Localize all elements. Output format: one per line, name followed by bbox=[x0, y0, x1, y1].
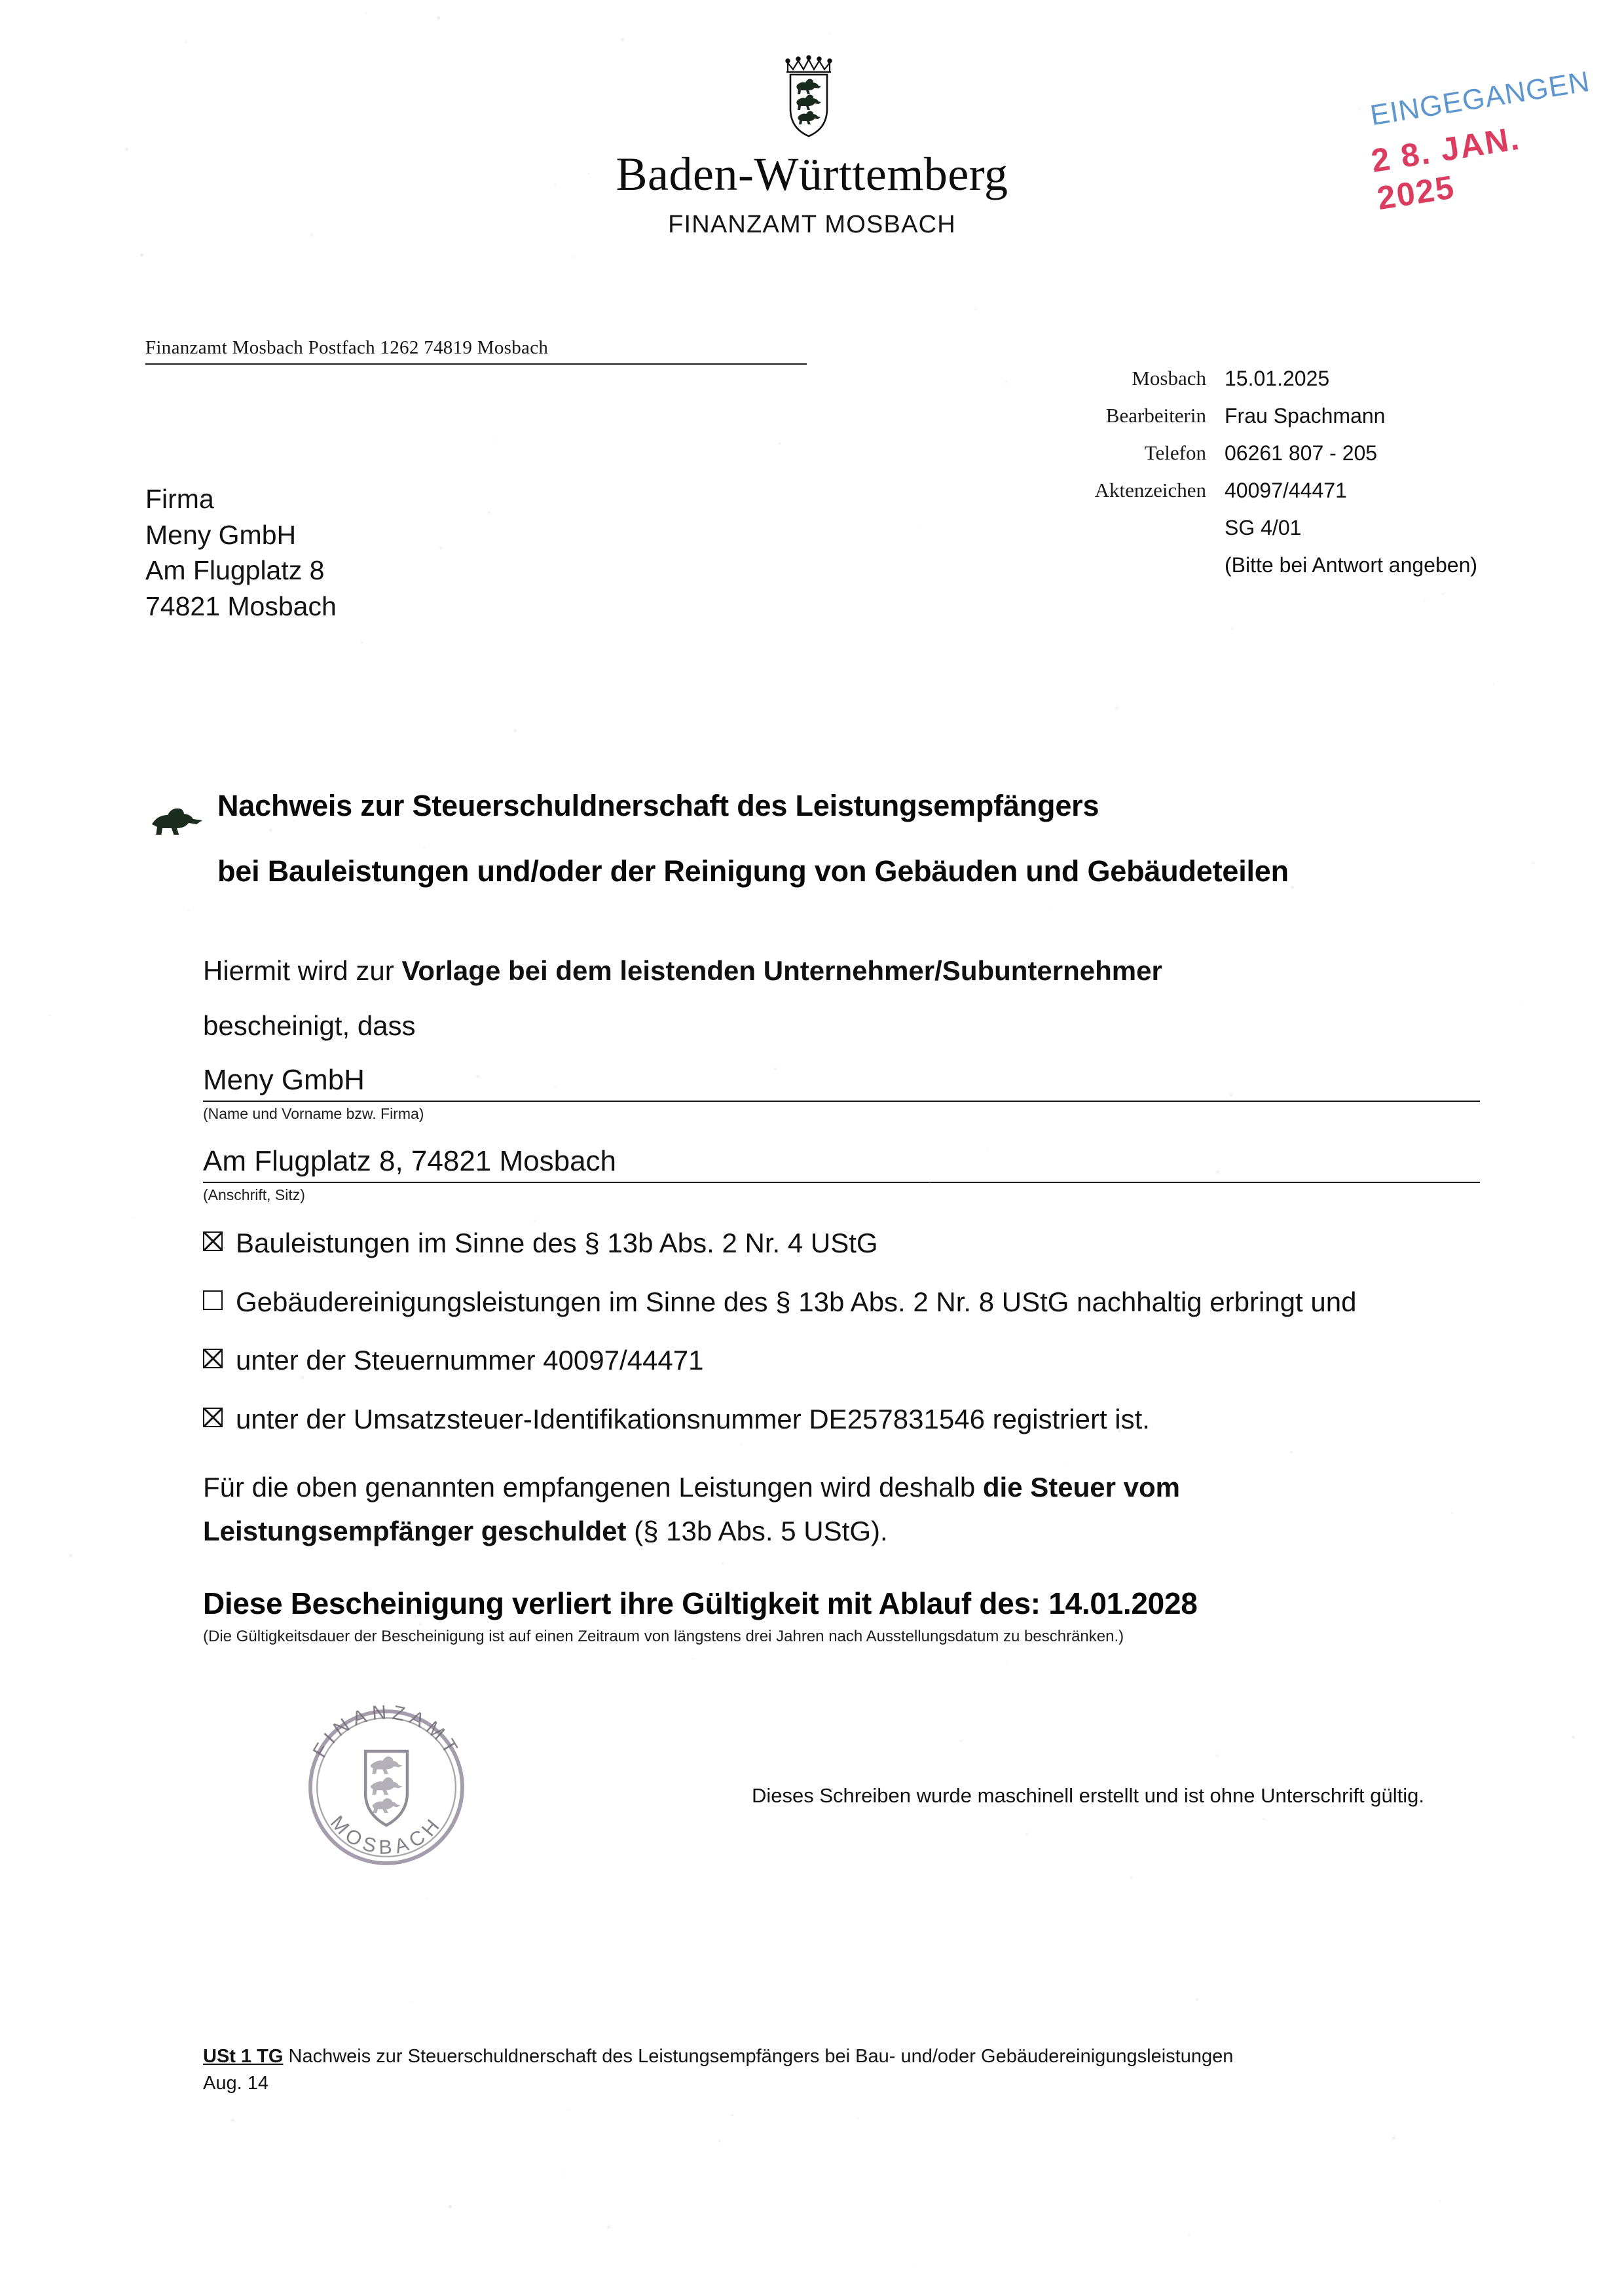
contact-value: SG 4/01 bbox=[1225, 516, 1302, 539]
contact-label: Telefon bbox=[1144, 441, 1206, 464]
checkbox-steuernummer[interactable] bbox=[203, 1349, 223, 1368]
checklist-item-label: Gebäudereinigungsleistungen im Sinne des § 13b Abs. 2 Nr. 8 UStG nachhaltig erbringt und bbox=[236, 1286, 1357, 1317]
contact-label bbox=[1008, 516, 1225, 540]
address-field-caption: (Anschrift, Sitz) bbox=[203, 1186, 305, 1204]
contact-label bbox=[1008, 553, 1225, 577]
svg-text:MOSBACH: MOSBACH bbox=[325, 1811, 447, 1859]
checkbox-ust-id[interactable] bbox=[203, 1408, 223, 1427]
name-field bbox=[203, 1064, 1480, 1123]
contact-row bbox=[1008, 441, 1493, 465]
contact-value: 06261 807 - 205 bbox=[1225, 441, 1378, 465]
recipient-line-3: Am Flugplatz 8 bbox=[145, 555, 325, 586]
name-field-caption: (Name und Vorname bzw. Firma) bbox=[203, 1105, 424, 1123]
letterhead bbox=[0, 52, 1624, 239]
checklist-item-label: unter der Steuernummer 40097/44471 bbox=[236, 1345, 704, 1376]
recipient-line-4: 74821 Mosbach bbox=[145, 591, 337, 621]
document-body bbox=[203, 949, 1486, 1646]
name-field-value: Meny GmbH bbox=[203, 1064, 1480, 1102]
round-office-stamp bbox=[291, 1692, 481, 1882]
contact-value: 15.01.2025 bbox=[1225, 367, 1330, 390]
address-field bbox=[203, 1145, 1480, 1204]
checkbox-bauleistungen[interactable] bbox=[203, 1231, 223, 1251]
liability-prefix: Für die oben genannten empfangenen Leistungen wird deshalb bbox=[203, 1471, 983, 1503]
lion-icon bbox=[145, 795, 217, 835]
recipient-line-1: Firma bbox=[145, 484, 214, 514]
checklist bbox=[203, 1224, 1486, 1439]
baden-wuerttemberg-coat-of-arms-icon bbox=[776, 52, 848, 141]
contact-label: Bearbeiterin bbox=[1105, 404, 1206, 427]
office-name: FINANZAMT MOSBACH bbox=[668, 211, 956, 238]
liability-bold-2: Leistungsempfänger geschuldet bbox=[203, 1515, 627, 1546]
checklist-item[interactable] bbox=[203, 1341, 1486, 1380]
contact-value: 40097/44471 bbox=[1225, 479, 1347, 502]
footer-description: Nachweis zur Steuerschuldnerschaft des Leistungsempfängers bei Bau- und/oder Gebäudereinigungsleistungen bbox=[283, 2046, 1234, 2067]
title-line-2: bei Bauleistungen und/oder der Reinigung von Gebäuden und Gebäudeteilen bbox=[217, 854, 1289, 888]
footer-revision-date: Aug. 14 bbox=[203, 2073, 268, 2094]
svg-text:FINANZAMT: FINANZAMT bbox=[308, 1700, 465, 1762]
machine-generated-note: Dieses Schreiben wurde maschinell erstellt und ist ohne Unterschrift gültig. bbox=[752, 1784, 1424, 1807]
checklist-item[interactable] bbox=[203, 1283, 1486, 1322]
contact-row bbox=[1008, 553, 1493, 577]
recipient-line-2: Meny GmbH bbox=[145, 519, 297, 550]
checklist-item-label: Bauleistungen im Sinne des § 13b Abs. 2 Nr. 4 UStG bbox=[236, 1228, 878, 1259]
lead-second-line: bescheinigt, dass bbox=[203, 1010, 416, 1042]
sender-return-address: Finanzamt Mosbach Postfach 1262 74819 Mosbach bbox=[145, 337, 807, 365]
contact-row bbox=[1008, 367, 1493, 391]
footer-form-code: USt 1 TG bbox=[203, 2046, 284, 2067]
liability-suffix: (§ 13b Abs. 5 UStG). bbox=[626, 1515, 888, 1546]
checklist-item-label: unter der Umsatzsteuer-Identifikationsnummer DE257831546 registriert ist. bbox=[236, 1403, 1150, 1434]
contact-value: (Bitte bei Antwort angeben) bbox=[1225, 553, 1478, 577]
state-name: Baden-Württemberg bbox=[616, 148, 1008, 200]
recipient-address-block bbox=[145, 481, 337, 624]
contact-label: Aktenzeichen bbox=[1094, 479, 1206, 501]
contact-row bbox=[1008, 479, 1493, 503]
address-field-value: Am Flugplatz 8, 74821 Mosbach bbox=[203, 1145, 1480, 1183]
lead-paragraph bbox=[203, 949, 1477, 992]
contact-row bbox=[1008, 404, 1493, 428]
title-line-1: Nachweis zur Steuerschuldnerschaft des Leistungsempfängers bbox=[217, 789, 1099, 822]
lead-bold: Vorlage bei dem leistenden Unternehmer/Subunternehmer bbox=[401, 955, 1162, 986]
incoming-stamp-word: EINGEGANGEN bbox=[1368, 65, 1593, 132]
contact-value: Frau Spachmann bbox=[1225, 404, 1386, 428]
contact-label: Mosbach bbox=[1132, 367, 1206, 390]
contact-details-block bbox=[1008, 367, 1493, 591]
contact-row bbox=[1008, 516, 1493, 540]
incoming-stamp-date: 2 8. JAN. 2025 bbox=[1369, 119, 1523, 217]
validity-statement: Diese Bescheinigung verliert ihre Gültigkeit mit Ablauf des: 14.01.2028 bbox=[203, 1586, 1198, 1620]
validity-note: (Die Gültigkeitsdauer der Bescheinigung ist auf einen Zeitraum von längstens drei Jahren nach Ausstellungsdatum zu beschränken.) bbox=[203, 1627, 1124, 1645]
checkbox-gebaeudereinigung[interactable] bbox=[203, 1290, 223, 1310]
lead-prefix: Hiermit wird zur bbox=[203, 955, 402, 986]
document-footer bbox=[203, 2043, 1486, 2094]
liability-paragraph bbox=[203, 1465, 1480, 1553]
liability-bold-1: die Steuer vom bbox=[982, 1471, 1180, 1503]
document-title-block bbox=[145, 789, 1481, 888]
checklist-item[interactable] bbox=[203, 1224, 1486, 1263]
footer-description-line bbox=[203, 2043, 1486, 2070]
checklist-item[interactable] bbox=[203, 1400, 1486, 1439]
